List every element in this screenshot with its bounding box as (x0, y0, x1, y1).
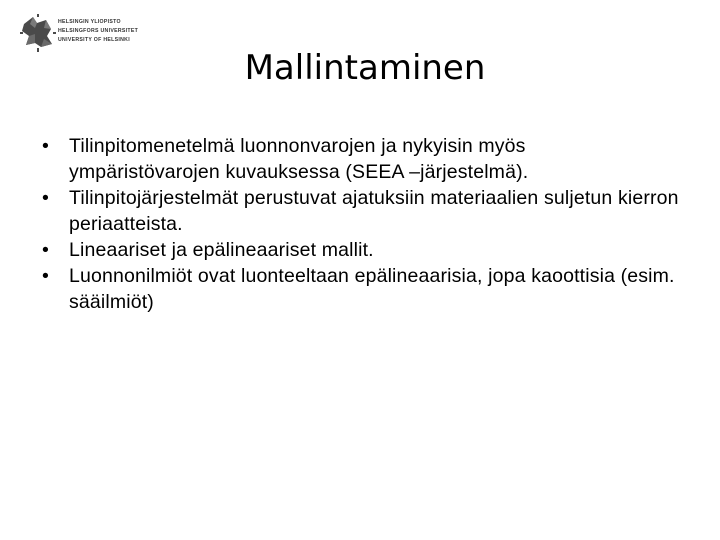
bullet-marker: • (42, 187, 49, 209)
bullet-item (40, 263, 680, 315)
bullet-text: Tilinpitojärjestelmät perustuvat ajatuksiin materiaalien suljetun kierron periaatteista. (69, 187, 679, 235)
bullet-text: Lineaariset ja epälineaariset mallit. (69, 239, 374, 261)
logo-text (58, 18, 139, 45)
logo-line-swedish: HELSINGFORS UNIVERSITET (58, 28, 139, 34)
bullet-list (40, 133, 680, 315)
bullet-marker: • (42, 239, 49, 261)
bullet-text: Luonnonilmiöt ovat luonteeltaan epälineaarisia, jopa kaoottisia (esim. sääilmiöt) (69, 265, 675, 313)
logo-line-english: UNIVERSITY OF HELSINKI (58, 37, 130, 43)
slide-title: Mallintaminen (244, 48, 486, 88)
bullet-item (40, 133, 680, 185)
bullet-item (40, 237, 680, 263)
bullet-marker: • (42, 135, 49, 157)
bullet-item (40, 185, 680, 237)
logo-line-finnish: HELSINGIN YLIOPISTO (58, 19, 121, 25)
bullet-marker: • (42, 265, 49, 287)
bullet-text: Tilinpitomenetelmä luonnonvarojen ja nykyisin myös ympäristövarojen kuvauksessa (SEEA –järjestelmä). (69, 135, 529, 183)
